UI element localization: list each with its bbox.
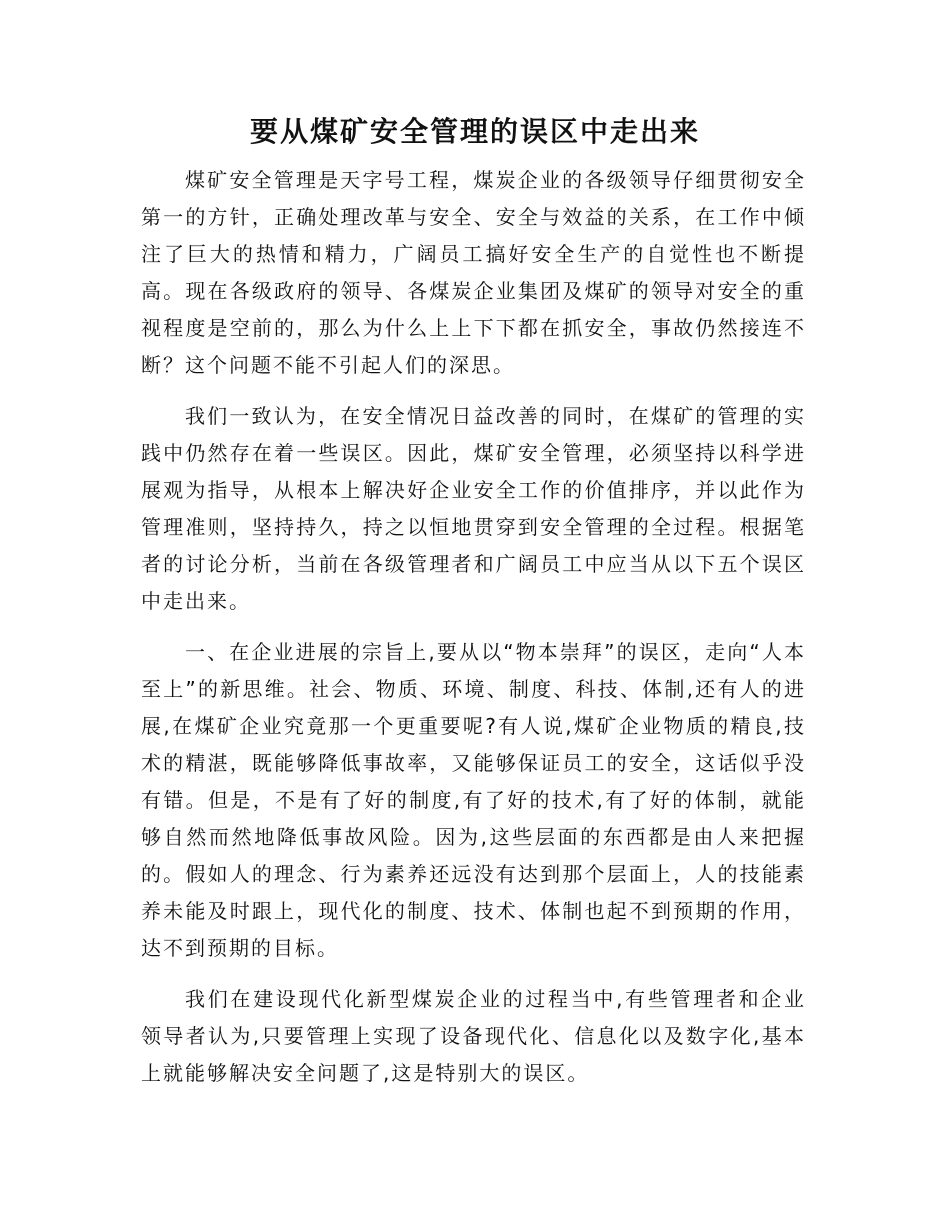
paragraph-4: 我们在建设现代化新型煤炭企业的过程当中,有些管理者和企业领导者认为,只要管理上实现了设备现代化、信息化以及数字化,基本上就能够解决安全问题了,这是特别大的误区。 [141,987,806,1085]
document-title: 要从煤矿安全管理的误区中走出来 [249,115,700,148]
paragraph-3: 一、在企业进展的宗旨上,要从以“物本崇拜”的误区，走向“人本至上”的新思维。社会、物质、环境、制度、科技、体制,还有人的进展,在煤矿企业究竟那一个更重要呢?有人说,煤矿企业物质的精良,技术的精湛，既能够降低事故率，又能够保证员工的安全，这话似乎没有错。但是，不是有了好的制度,有了好的技术,有了好的体制，就能够自然而然地降低事故风险。因为,这些层面的东西都是由人来把握的。假如人的理念、行为素养还远没有达到那个层面上，人的技能素养未能及时跟上，现代化的制度、技术、体制也起不到预期的作用，达不到预期的目标。 [141,640,806,960]
paragraph-1: 煤矿安全管理是天字号工程，煤炭企业的各级领导仔细贯彻安全第一的方针，正确处理改革与安全、安全与效益的关系，在工作中倾注了巨大的热情和精力，广阔员工搞好安全生产的自觉性也不断提高。现在各级政府的领导、各煤炭企业集团及煤矿的领导对安全的重视程度是空前的，那么为什么上上下下都在抓安全，事故仍然接连不断？这个问题不能不引起人们的深思。 [141,168,806,377]
document-body [141,162,806,1106]
paragraph-2: 我们一致认为，在安全情况日益改善的同时，在煤矿的管理的实践中仍然存在着一些误区。因此，煤矿安全管理，必须坚持以科学进展观为指导，从根本上解决好企业安全工作的价值排序，并以此作为管理准则，坚持持久，持之以恒地贯穿到安全管理的全过程。根据笔者的讨论分析，当前在各级管理者和广阔员工中应当从以下五个误区中走出来。 [141,404,806,613]
